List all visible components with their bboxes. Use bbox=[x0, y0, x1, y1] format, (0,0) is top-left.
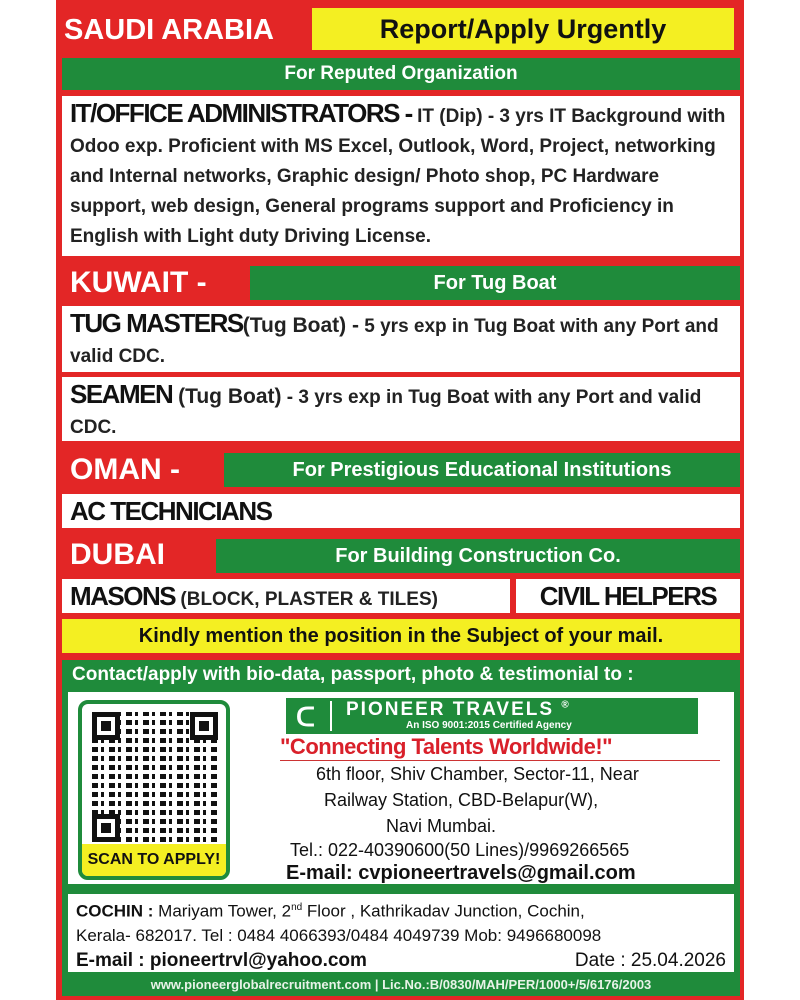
job-sub: (Tug Boat) - bbox=[242, 314, 359, 337]
saudi-job-box bbox=[62, 96, 740, 256]
job-title: MASONS bbox=[70, 581, 176, 611]
urgent-banner: Report/Apply Urgently bbox=[312, 8, 734, 50]
job-desc: - 3 yrs exp in Tug Boat with any Port and valid CDC. bbox=[70, 387, 702, 438]
job-desc: with Odoo exp. Proficient with MS Excel, Outlook, Word, Project, networking and Internal networks, Graphic design/ Photo shop, PC Hardware support, web design, General programs support and Proficiency in English with Light duty Driving License. bbox=[70, 106, 726, 247]
country-dubai: DUBAI bbox=[70, 538, 165, 571]
qr-panel[interactable] bbox=[78, 700, 230, 880]
job-title: TUG MASTERS bbox=[70, 308, 243, 338]
job-sub: (Tug Boat) bbox=[172, 385, 282, 408]
logo-mark-icon: ᑕ bbox=[296, 702, 315, 732]
kuwait-org-bar: For Tug Boat bbox=[250, 266, 740, 300]
address-line-3: Navi Mumbai. bbox=[386, 816, 497, 836]
job-civil-helpers bbox=[516, 579, 740, 613]
job-title: IT/OFFICE ADMINISTRATORS - bbox=[70, 98, 412, 128]
subject-notice: Kindly mention the position in the Subject of your mail. bbox=[62, 619, 740, 653]
cochin-box: COCHIN : Mariyam Tower, 2nd Floor , Kathrikadav Junction, Cochin, Kerala- 682017. Tel : 0484 4066393/0484 4049739 Mob: 9496680098 E-mail : pioneertrvl@yahoo.com Date : 25.04.2026 bbox=[68, 894, 734, 972]
tagline: "Connecting Talents Worldwide!" bbox=[280, 734, 720, 761]
cochin-contact: Kerala- 682017. Tel : 0484 4066393/0484 4049739 Mob: 9496680098 bbox=[76, 925, 602, 945]
job-poster bbox=[56, 0, 744, 1000]
address-line-1: 6th floor, Shiv Chamber, Sector-11, Near bbox=[316, 764, 639, 784]
job-sub: (BLOCK, PLASTER & TILES) bbox=[175, 589, 438, 610]
job-ac-technicians bbox=[62, 494, 740, 528]
country-kuwait: KUWAIT - bbox=[70, 266, 207, 299]
cochin-label: COCHIN : bbox=[76, 901, 154, 921]
brand-name: PIONEER TRAVELS ® bbox=[346, 699, 571, 720]
country-oman: OMAN - bbox=[70, 453, 180, 486]
contact-box bbox=[68, 692, 734, 884]
saudi-org-bar: For Reputed Organization bbox=[62, 58, 740, 90]
iso-label: An ISO 9001:2015 Certified Agency bbox=[406, 720, 572, 731]
job-seamen bbox=[62, 377, 740, 441]
job-desc: IT (Dip) - 3 yrs IT Background bbox=[417, 106, 683, 127]
job-title: CIVIL HELPERS bbox=[539, 580, 717, 611]
date: Date : 25.04.2026 bbox=[574, 949, 726, 971]
cochin-email[interactable]: E-mail : pioneertrvl@yahoo.com bbox=[76, 949, 367, 971]
job-tug-masters bbox=[62, 306, 740, 372]
job-title: AC TECHNICIANS bbox=[70, 496, 272, 526]
scan-to-apply-label: SCAN TO APPLY! bbox=[82, 844, 226, 876]
address-line-2: Railway Station, CBD-Belapur(W), bbox=[324, 790, 599, 810]
telephone: Tel.: 022-40390600(50 Lines)/9969266565 bbox=[290, 840, 630, 860]
contact-section bbox=[62, 660, 740, 996]
job-desc: 5 yrs exp in Tug Boat with any Port and valid CDC. bbox=[70, 316, 719, 367]
oman-org-bar: For Prestigious Educational Institutions bbox=[224, 453, 740, 487]
country-saudi-arabia: SAUDI ARABIA bbox=[64, 13, 274, 46]
dubai-org-bar: For Building Construction Co. bbox=[216, 539, 740, 573]
job-masons bbox=[62, 579, 510, 613]
contact-heading: Contact/apply with bio-data, passport, photo & testimonial to : bbox=[72, 664, 634, 685]
job-title: SEAMEN bbox=[70, 379, 173, 409]
email-link[interactable]: E-mail: cvpioneertravels@gmail.com bbox=[286, 862, 636, 884]
qr-code-icon[interactable] bbox=[92, 712, 218, 842]
footer-website-license[interactable]: www.pioneerglobalrecruitment.com | Lic.No.:B/0830/MAH/PER/1000+/5/6176/2003 bbox=[150, 977, 652, 992]
pioneer-logo bbox=[286, 698, 698, 734]
